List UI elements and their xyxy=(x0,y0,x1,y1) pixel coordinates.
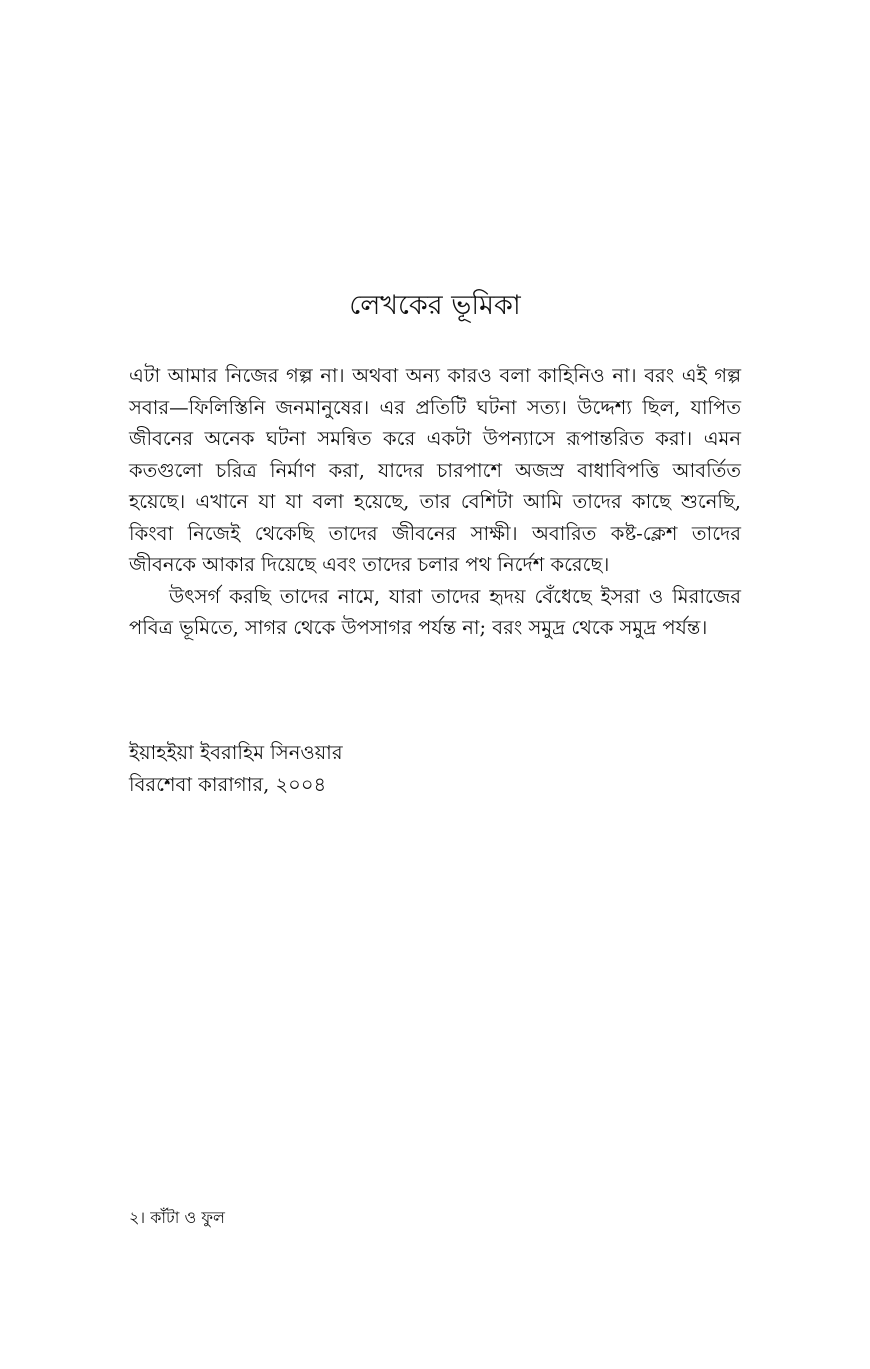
author-name: ইয়াহইয়া ইবরাহিম সিনওয়ার xyxy=(129,741,343,764)
author-signature xyxy=(129,737,729,801)
place-and-date: বিরশেবা কারাগার, ২০০৪ xyxy=(129,773,327,796)
preface-body xyxy=(129,360,741,644)
page-footer: ২। কাঁটা ও ফুল xyxy=(129,1208,225,1227)
preface-paragraph-2: উৎসর্গ করছি তাদের নামে, যারা তাদের হৃদয় বেঁধেছে ইসরা ও মিরাজের পবিত্র ভূমিতে, সাগর থেকে উপসাগর পর্যন্ত না; বরং সমুদ্র থেকে সমুদ্র পর্যন্ত। xyxy=(129,584,741,639)
preface-paragraph-1: এটা আমার নিজের গল্প না। অথবা অন্য কারও বলা কাহিনিও না। বরং এই গল্প সবার—ফিলিস্তিনি জনমানুষের। এর প্রতিটি ঘটনা সত্য। উদ্দেশ্য ছিল, যাপিত জীবনের অনেক ঘটনা সমন্বিত করে একটা উপন্যাসে রূপান্তরিত করা। এমন কতগুলো চরিত্র নির্মাণ করা, যাদের চারপাশে অজস্র বাধাবিপত্তি আবর্তিত হয়েছে। এখানে যা যা বলা হয়েছে, তার বেশিটা আমি তাদের কাছে শুনেছি, কিংবা নিজেই থেকেছি তাদের জীবনের সাক্ষী। অবারিত কষ্ট-ক্লেশ তাদের জীবনকে আকার দিয়েছে এবং তাদের চলার পথ নির্দেশ করেছে। xyxy=(129,364,741,576)
page-title: লেখকের ভূমিকা xyxy=(349,290,521,321)
